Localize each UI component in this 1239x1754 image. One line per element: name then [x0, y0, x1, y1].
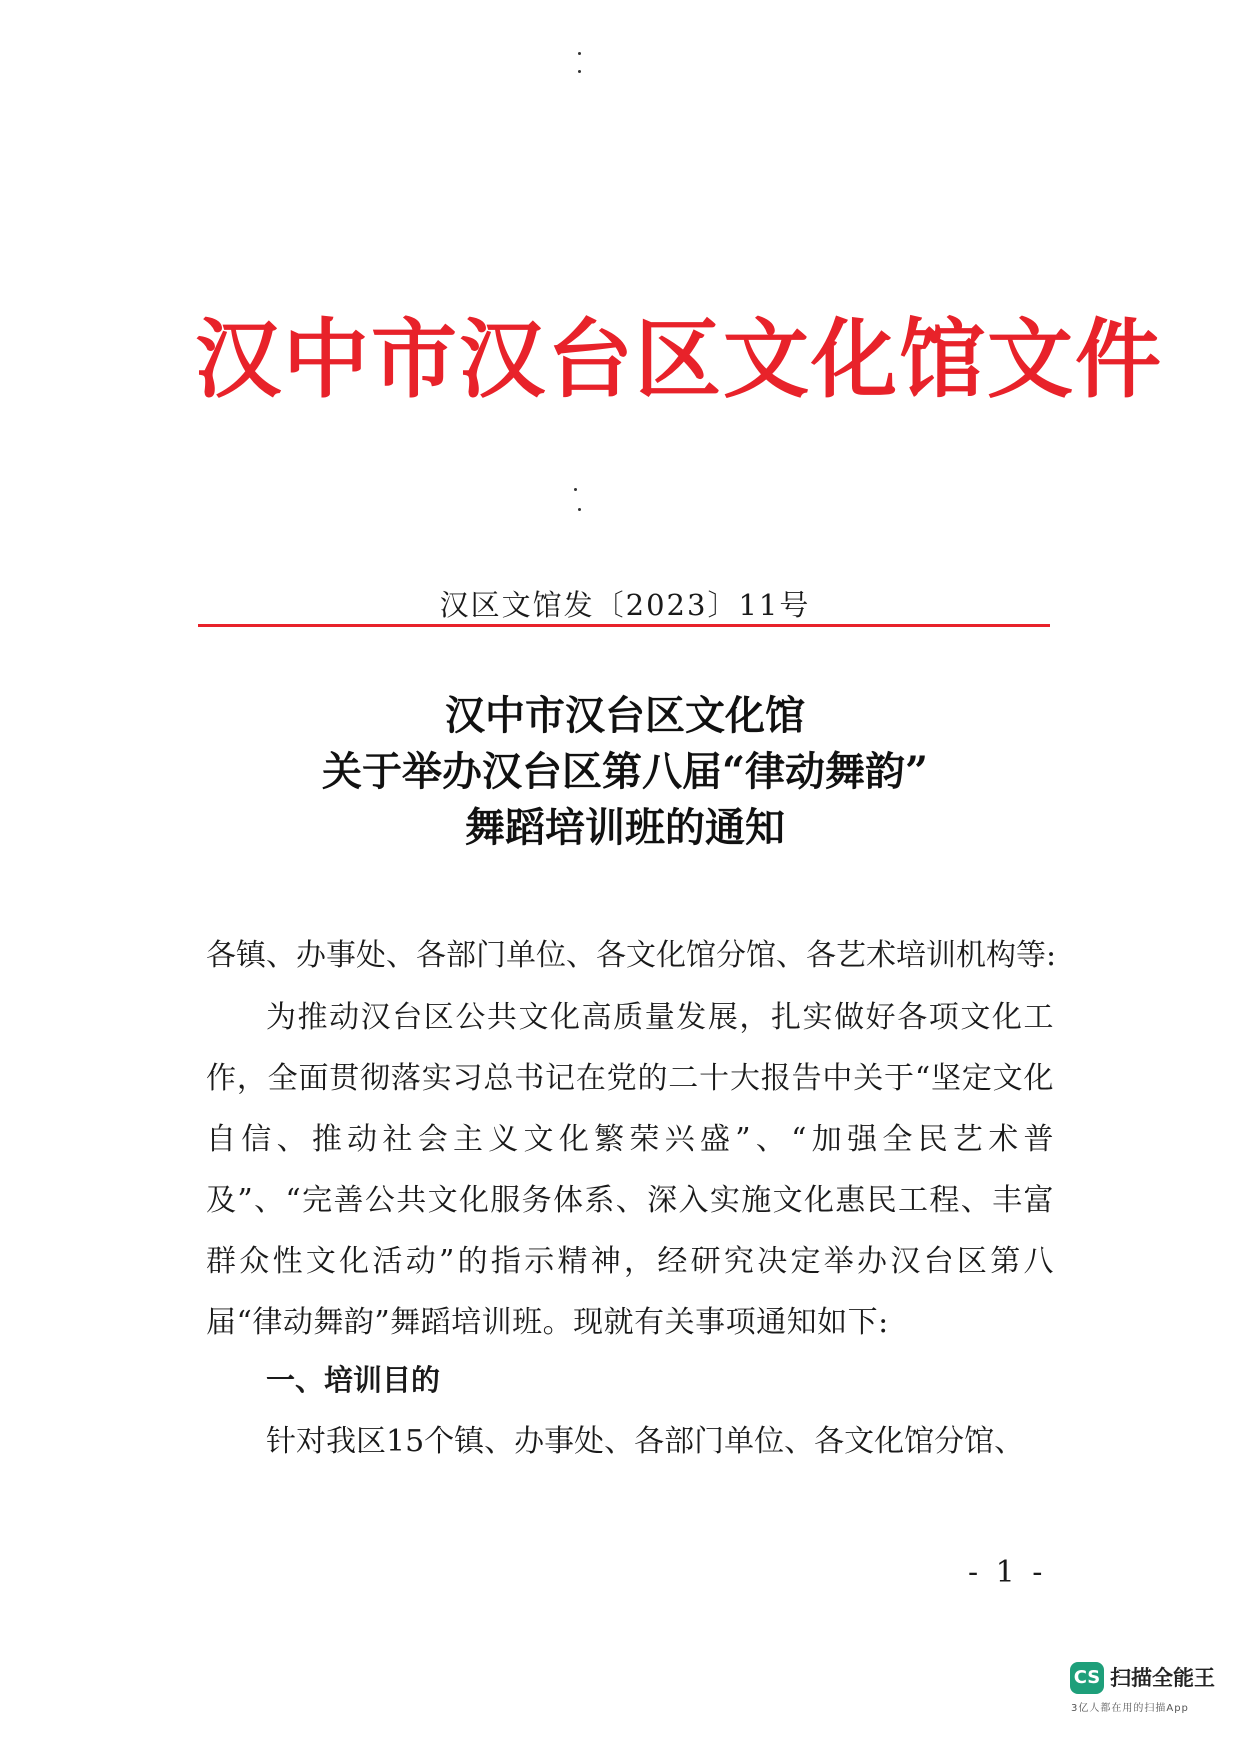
section-paragraph-1: 针对我区15个镇、办事处、各部门单位、各文化馆分馆、 [266, 1424, 1025, 1459]
title-line-3: 舞蹈培训班的通知 [465, 804, 785, 851]
watermark-app-name: 扫描全能王 [1110, 1666, 1215, 1690]
red-divider-line [198, 624, 1050, 627]
document-title [200, 688, 1050, 856]
body-paragraph: 为推动汉台区公共文化高质量发展，扎实做好各项文化工作，全面贯彻落实习总书记在党的二十大报告中关于“坚定文化自信、推动社会主义文化繁荣兴盛”、“加强全民艺术普及”、“完善公共文化服务体系、深入实施文化惠民工程、丰富群众性文化活动”的指示精神，经研究决定举办汉台区第八届“律动舞韵”舞蹈培训班。现就有关事项通知如下: [206, 1000, 1054, 1340]
scan-speck [578, 52, 581, 55]
scanner-watermark [1070, 1660, 1230, 1740]
title-line-1: 汉中市汉台区文化馆 [445, 692, 805, 739]
section-heading-1: 一、培训目的 [266, 1363, 441, 1397]
scan-speck [574, 488, 577, 491]
scan-speck [578, 70, 581, 73]
addressee-line: 各镇、办事处、各部门单位、各文化馆分馆、各艺术培训机构等: [206, 938, 1057, 973]
camscanner-logo-icon: CS [1070, 1662, 1104, 1694]
document-number: 汉区文馆发〔2023〕11号 [439, 588, 811, 622]
title-line-2: 关于举办汉台区第八届“律动舞韵” [321, 748, 928, 795]
page-number: - 1 - [968, 1555, 1047, 1590]
document-header-title: 汉中市汉台区文化馆文件 [195, 310, 1163, 410]
scan-speck [578, 508, 581, 511]
watermark-slogan: 3亿人都在用的扫描App [1071, 1703, 1189, 1714]
